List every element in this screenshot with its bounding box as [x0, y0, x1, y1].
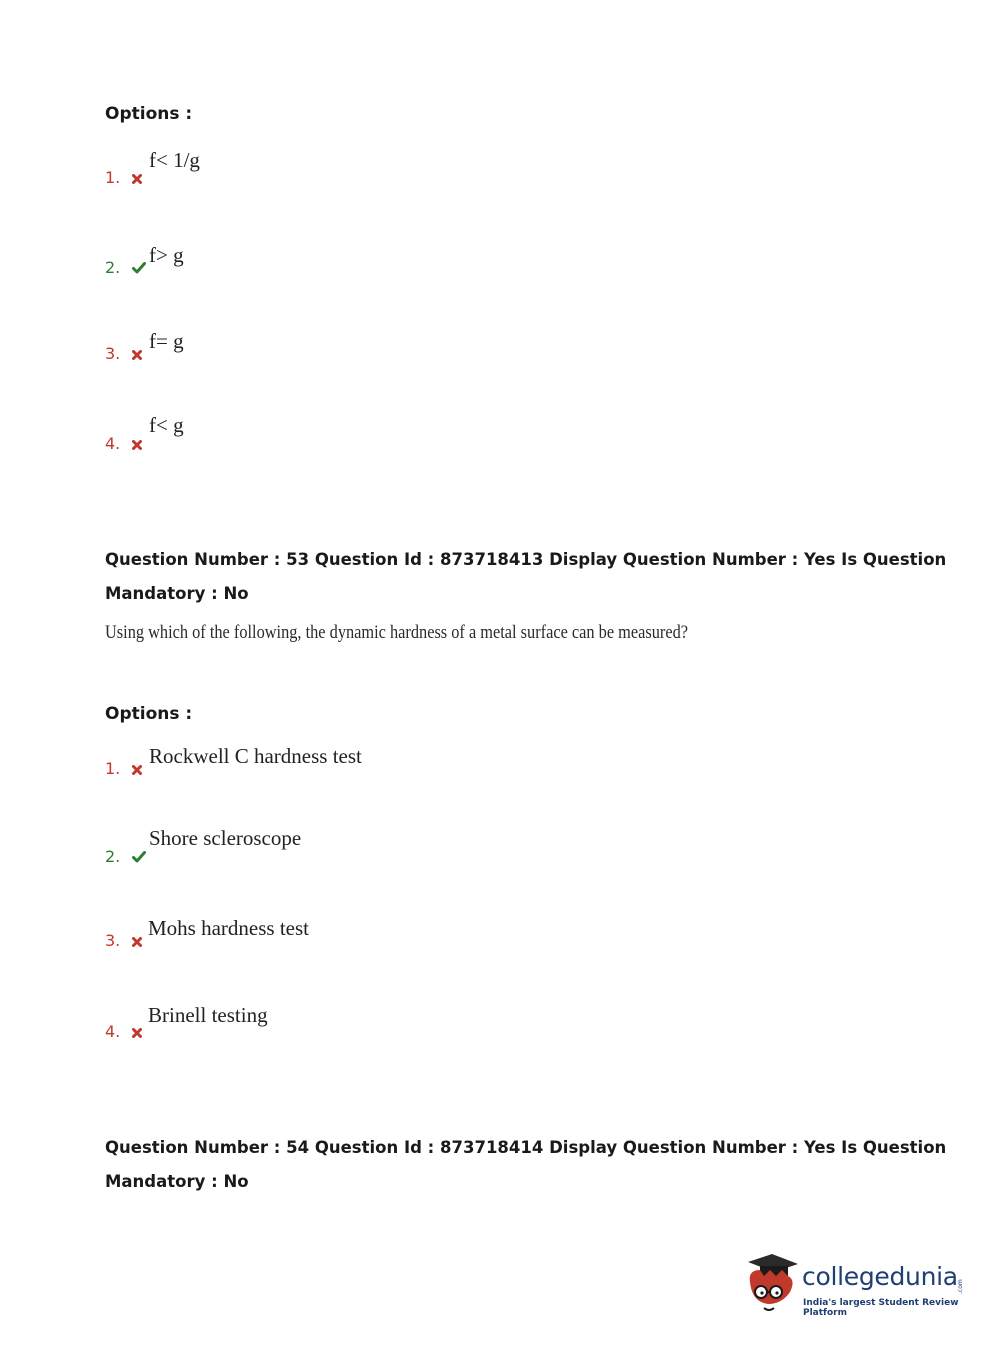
logo-dotcom: .com [957, 1279, 964, 1294]
cross-icon [132, 760, 142, 779]
option-text: f< 1/g [149, 148, 200, 172]
question-header: Question Number : 54 Question Id : 873718414 Display Question Number : Yes Is Question [105, 1138, 947, 1157]
option-number: 2. [105, 258, 121, 277]
question-mandatory: Mandatory : No [105, 1172, 249, 1191]
option-text: Rockwell C hardness test [149, 744, 362, 768]
options-label: Options : [105, 104, 193, 124]
option-2 [105, 258, 146, 278]
option-3 [105, 931, 142, 951]
option-number: 3. [105, 344, 121, 363]
option-number: 2. [105, 847, 121, 866]
option-number: 3. [105, 931, 121, 950]
option-2 [105, 847, 146, 867]
option-1 [105, 759, 142, 779]
option-4 [105, 1022, 142, 1042]
option-text: Mohs hardness test [148, 916, 309, 940]
option-text: Shore scleroscope [149, 826, 302, 850]
mascot-icon [742, 1248, 802, 1318]
check-icon [132, 848, 146, 867]
option-number: 4. [105, 1022, 121, 1041]
option-number: 1. [105, 168, 121, 187]
cross-icon [132, 435, 142, 454]
option-1 [105, 168, 142, 188]
collegedunia-logo [742, 1248, 967, 1318]
option-4 [105, 434, 142, 454]
cross-icon [132, 1023, 142, 1042]
question-mandatory: Mandatory : No [105, 584, 249, 603]
cross-icon [132, 169, 142, 188]
check-icon [132, 259, 146, 278]
option-text: f> g [149, 243, 184, 267]
option-text: f= g [149, 329, 184, 353]
cross-icon [132, 932, 142, 951]
cross-icon [132, 345, 142, 364]
question-header: Question Number : 53 Question Id : 873718413 Display Question Number : Yes Is Question [105, 550, 947, 569]
logo-tagline: India's largest Student Review Platform [803, 1298, 959, 1318]
option-text: Brinell testing [148, 1003, 268, 1027]
option-text: f< g [149, 413, 184, 437]
logo-name: collegedunia [802, 1262, 958, 1291]
option-number: 4. [105, 434, 121, 453]
option-number: 1. [105, 759, 121, 778]
question-text: Using which of the following, the dynamic hardness of a metal surface can be measured? [105, 622, 689, 643]
options-label: Options : [105, 704, 193, 724]
option-3 [105, 344, 142, 364]
